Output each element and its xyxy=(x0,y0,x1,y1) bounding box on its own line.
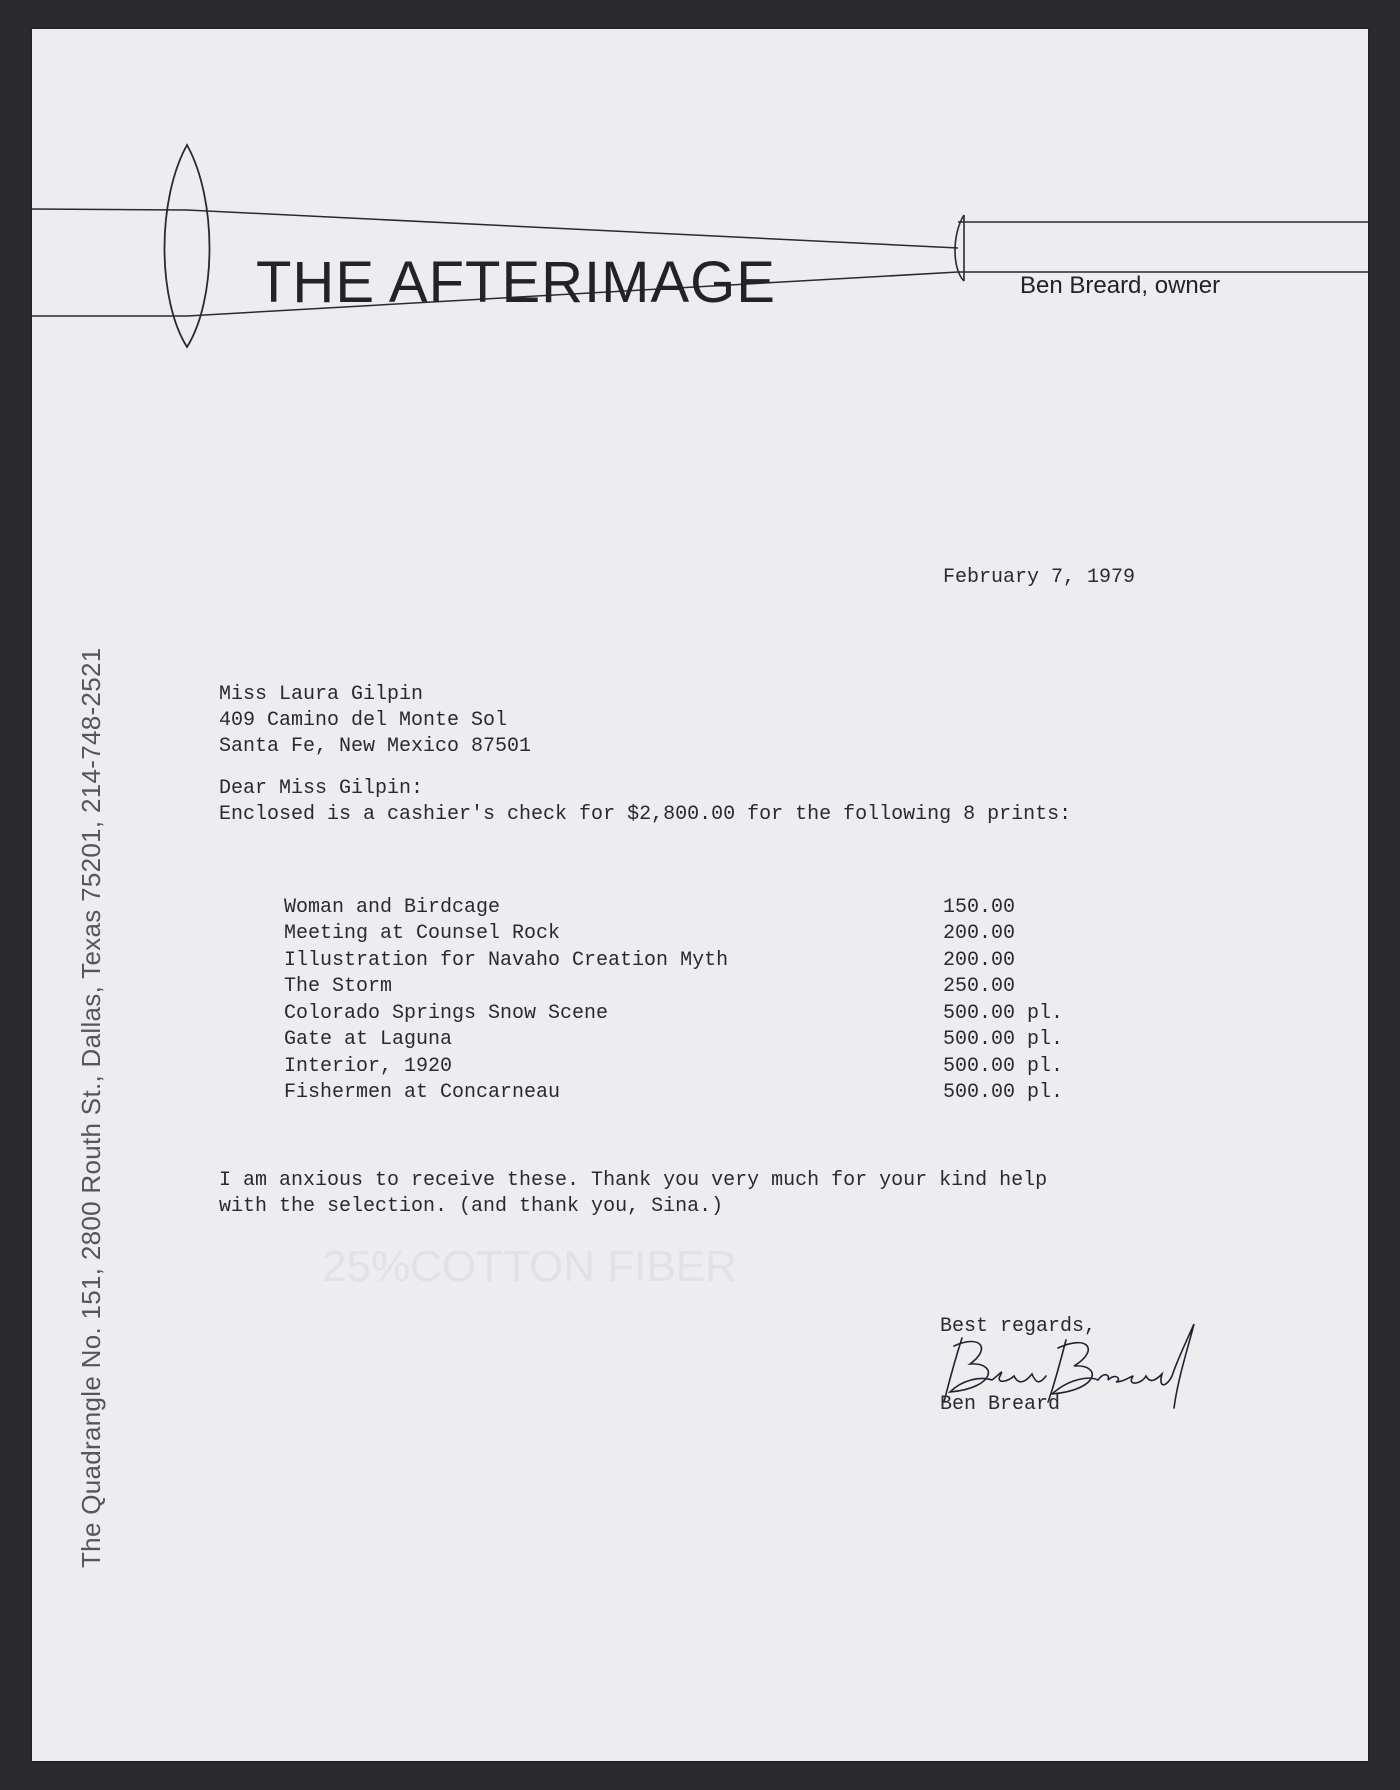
print-row xyxy=(284,1000,1104,1027)
print-row xyxy=(284,1080,1104,1107)
print-row xyxy=(284,921,1104,948)
print-title: The Storm xyxy=(284,975,393,999)
recipient-address xyxy=(219,682,531,760)
sign-off: Best regards, xyxy=(940,1315,1097,1338)
print-row xyxy=(284,974,1104,1001)
closing-paragraph xyxy=(219,1168,1047,1220)
letter-date: February 7, 1979 xyxy=(943,566,1136,589)
print-title: Woman and Birdcage xyxy=(284,895,501,919)
print-price: 500.00 pl. xyxy=(943,1054,1064,1078)
print-title: Illustration for Navaho Creation Myth xyxy=(284,948,729,972)
closing-line: I am anxious to receive these. Thank you very much for your kind help xyxy=(219,1169,1048,1192)
intro-line: Enclosed is a cashier's check for $2,800.00 for the following 8 prints: xyxy=(219,803,1072,826)
recipient-city: Santa Fe, New Mexico 87501 xyxy=(219,735,532,758)
owner-name: Ben Breard, owner xyxy=(1020,272,1221,299)
print-row xyxy=(284,1027,1104,1054)
recipient-street: 409 Camino del Monte Sol xyxy=(219,709,508,732)
greeting: Dear Miss Gilpin: xyxy=(219,777,424,800)
beam-top xyxy=(187,210,958,248)
paper-watermark: 25%COTTON FIBER xyxy=(322,1242,737,1291)
print-row xyxy=(284,894,1104,921)
recipient-name: Miss Laura Gilpin xyxy=(219,683,424,706)
beam-top-left xyxy=(32,209,187,210)
print-price: 200.00 xyxy=(943,922,1016,946)
print-list xyxy=(284,894,1104,1106)
print-title: Interior, 1920 xyxy=(284,1054,453,1078)
print-price: 250.00 xyxy=(943,975,1016,999)
print-price: 150.00 xyxy=(943,895,1016,919)
print-title: Gate at Laguna xyxy=(284,1028,453,1052)
lens-logo xyxy=(32,29,1368,409)
print-price: 200.00 xyxy=(943,948,1016,972)
company-name: THE AFTERIMAGE xyxy=(256,250,776,315)
print-price: 500.00 pl. xyxy=(943,1001,1064,1025)
print-title: Colorado Springs Snow Scene xyxy=(284,1001,609,1025)
print-price: 500.00 pl. xyxy=(943,1028,1064,1052)
print-price: 500.00 pl. xyxy=(943,1081,1064,1105)
closing-line: with the selection. (and thank you, Sina.) xyxy=(219,1195,724,1218)
print-row xyxy=(284,1053,1104,1080)
print-title: Fishermen at Concarneau xyxy=(284,1081,561,1105)
side-address: The Quadrangle No. 151, 2800 Routh St., Dallas, Texas 75201, 214-748-2521 xyxy=(76,647,106,1568)
signer-name: Ben Breard xyxy=(940,1393,1061,1416)
print-row xyxy=(284,947,1104,974)
print-title: Meeting at Counsel Rock xyxy=(284,922,561,946)
